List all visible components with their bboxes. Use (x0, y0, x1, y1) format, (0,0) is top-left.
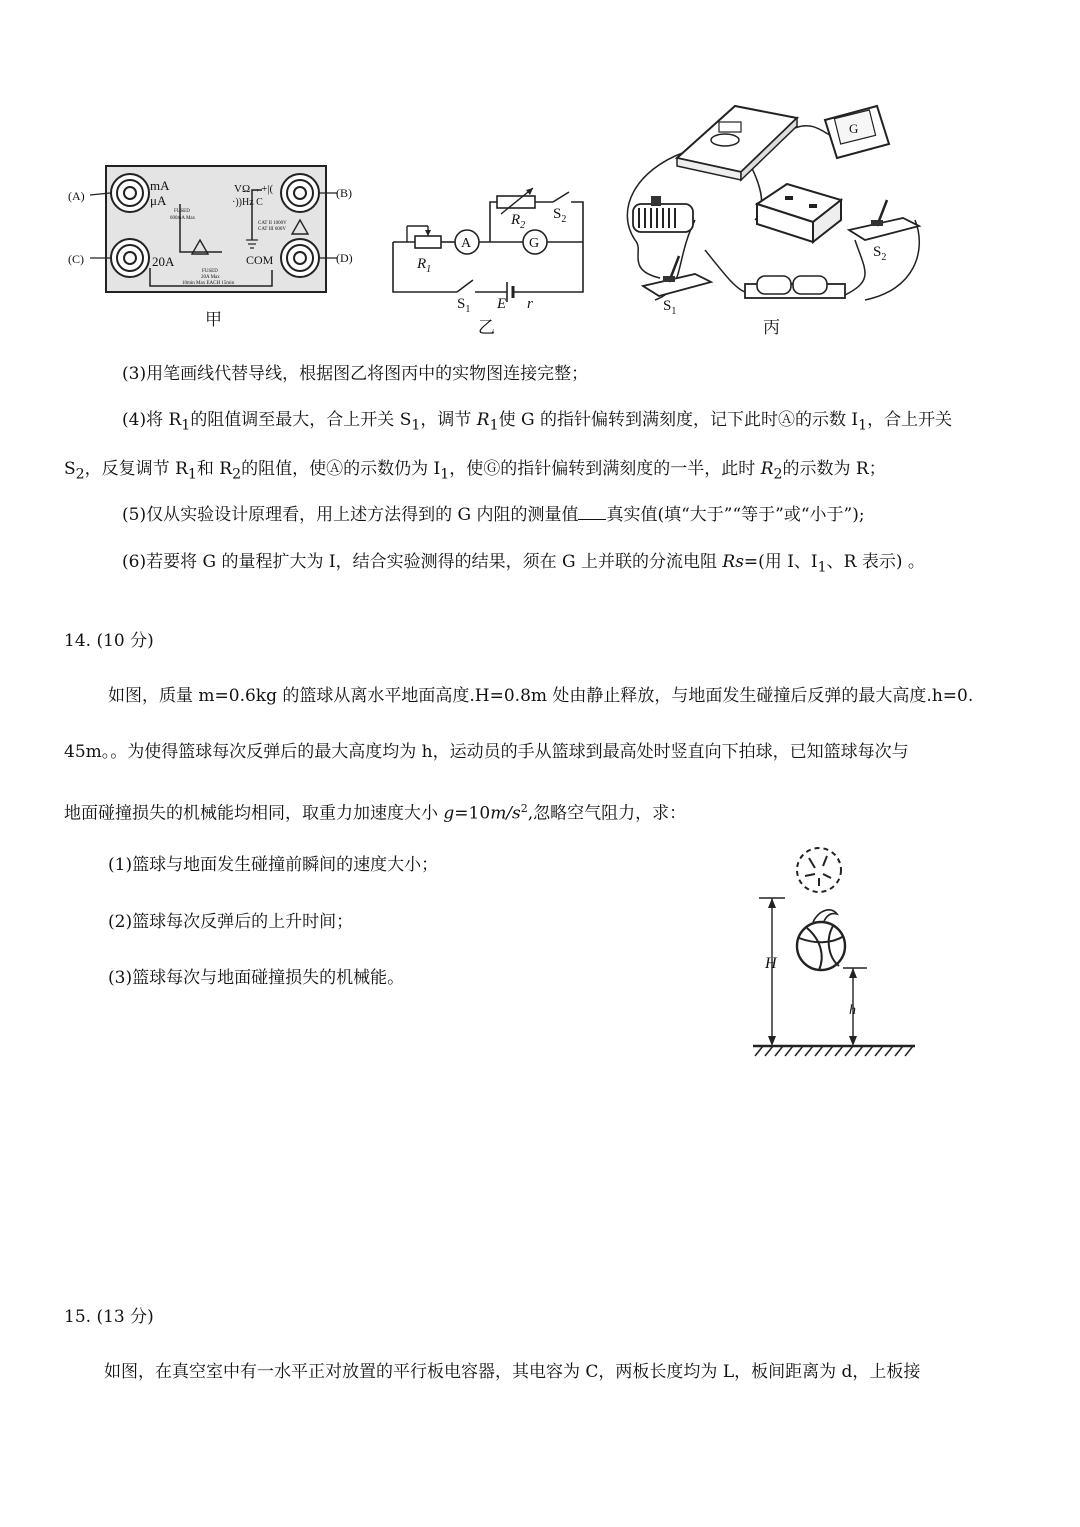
s1-label: $S_1$ (457, 296, 471, 315)
battery-device (745, 276, 845, 298)
ammeter-label: A (461, 236, 472, 251)
switch-s2 (553, 192, 569, 202)
caption-jia: 甲 (205, 310, 222, 330)
r1-label: $R_1$ (417, 256, 432, 275)
resistance-box-device (757, 184, 841, 242)
label-a: (A) (68, 189, 85, 203)
internal-r-label: r (527, 296, 533, 312)
figure-bing (615, 100, 935, 315)
terminal-d (281, 239, 319, 277)
caption-bing: 丙 (763, 318, 780, 338)
figure-yi (385, 180, 595, 330)
label-h: h (849, 1003, 856, 1018)
emf-label: E (497, 296, 507, 312)
basketball-icon (797, 922, 845, 970)
q14-subq3: (3)篮球每次与地面碰撞损失的机械能。 (108, 968, 405, 988)
label-ma: mA (150, 178, 170, 193)
q15-header: 15. (13 分) (64, 1307, 154, 1327)
terminal-b (281, 174, 319, 212)
q13-part6: (6)若要将 G 的量程扩大为 I，结合实验测得的结果，须在 G 上并联的分流电阻 Rs=(用 I、$I_1$、R 表示) 。 (122, 552, 925, 576)
switch-s2-device (849, 200, 919, 240)
label-ua: μA (150, 193, 167, 208)
switch-s1 (457, 280, 473, 292)
terminal-c (111, 239, 149, 277)
label-vohm: VΩ→+|( (234, 183, 274, 195)
galvanometer-device (825, 106, 889, 158)
cat-1: CAT II 1000V (258, 221, 287, 226)
q14-subq1: (1)篮球与地面发生碰撞前瞬间的速度大小； (108, 855, 439, 875)
fuse-big-2: 20A Max (201, 275, 220, 280)
q14-subq2: (2)篮球每次反弹后的上升时间； (108, 912, 354, 932)
caption-yi: 乙 (478, 318, 495, 338)
bing-s2-label: $S_2$ (873, 244, 887, 263)
label-d: (D) (336, 251, 353, 265)
rheostat-device (633, 196, 693, 232)
r2-label: $R_2$ (511, 212, 526, 231)
apparatus-diagram (615, 100, 935, 315)
basketball-diagram (745, 840, 925, 1065)
terminal-a (111, 174, 149, 212)
fuse-small-2: 600mA Max (170, 216, 196, 221)
q15-intro-line1: 如图，在真空室中有一水平正对放置的平行板电容器，其电容为 C，两板长度均为 L，板间距离为 d，上板接 (104, 1362, 921, 1382)
q13-part4-line1: (4)将 $R_1$的阻值调至最大，合上开关 $S_1$，调节 $R_1$使 G 的指针偏转到满刻度，记下此时Ⓐ的示数 $I_1$，合上开关 (122, 410, 953, 434)
label-c: (C) (68, 252, 84, 266)
q14-header: 14. (10 分) (64, 631, 154, 651)
g-meter-label: G (849, 121, 859, 136)
circuit-diagram (385, 180, 595, 330)
q14-intro-line3: 地面碰撞损失的机械能均相同，取重力加速度大小 $g=10m/s^2$,忽略空气阻力，求： (64, 802, 687, 824)
answer-blank[interactable] (578, 505, 606, 520)
rheostat-r1 (415, 236, 441, 248)
fuse-big-3: 10min Max EACH 15min (182, 281, 235, 286)
label-H: H (765, 955, 777, 972)
label-hz: ·))Hz C (232, 197, 263, 208)
bing-s1-label: $S_1$ (663, 298, 677, 315)
galvanometer-label: G (529, 236, 540, 251)
q13-part4-line2: $S_2$，反复调节 $R_1$和 $R_2$的阻值，使Ⓐ的示数仍为 $I_1$，使Ⓖ的指针偏转到满刻度的一半，此时 $R_2$的示数为 R； (64, 459, 886, 483)
figure-basketball (745, 840, 925, 1065)
label-b: (B) (336, 186, 352, 200)
multimeter-device (677, 106, 797, 180)
s2-label: $S_2$ (553, 206, 567, 225)
label-20a: 20A (152, 254, 175, 269)
q13-part3: (3)用笔画线代替导线，根据图乙将图丙中的实物图连接完整； (122, 364, 589, 384)
label-com: COM (246, 253, 274, 267)
q14-intro-line2: 45m。。为使得篮球每次反弹后的最大高度均为 h，运动员的手从篮球到最高处时竖直向下拍球，已知篮球每次与 (64, 742, 909, 762)
q13-part5: (5)仅从实验设计原理看，用上述方法得到的 G 内阻的测量值 真实值(填“大于”“等于”或“小于”); (122, 505, 865, 525)
cat-2: CAT III 600V (258, 227, 286, 232)
fuse-big: FUSED (202, 269, 218, 274)
fuse-small: FUSED (174, 209, 190, 214)
q14-intro-line1: 如图，质量 m=0.6kg 的篮球从离水平地面高度.H=0.8m 处由静止释放，与地面发生碰撞后反弹的最大高度.h=0. (108, 686, 974, 706)
